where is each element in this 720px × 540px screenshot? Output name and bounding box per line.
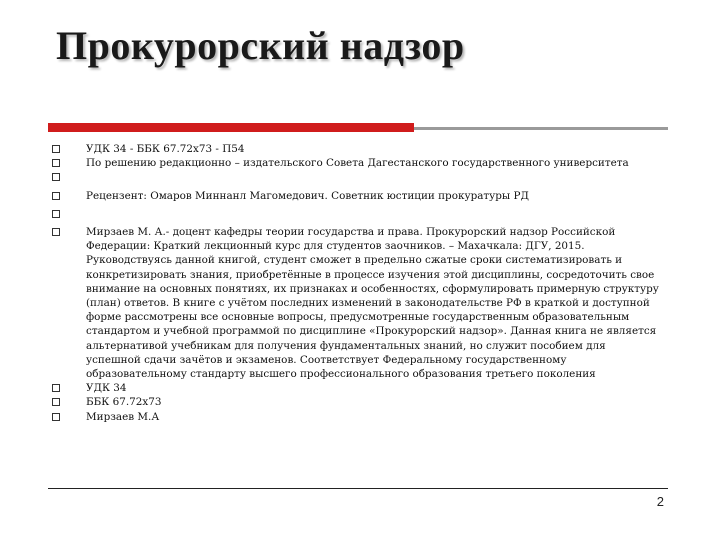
title-accent-bar [48,123,414,132]
list-item [50,142,662,156]
list-item [50,156,662,170]
list-item [50,410,662,424]
square-bullet-icon [52,210,60,218]
list-item [50,189,662,203]
list-item-text: По решению редакционно – издательского Совета Дагестанского государственного университета [86,157,629,170]
list-item [50,395,662,409]
list-item-text: Рецензент: Омаров Миннанл Магомедович. Советник юстиции прокуратуры РД [86,189,529,202]
list-item-text: УДК 34 [86,382,127,395]
content-list [50,142,662,424]
square-bullet-icon [52,413,60,421]
footer-divider [48,488,668,489]
square-bullet-icon [52,173,60,181]
square-bullet-icon [52,228,60,236]
list-item-text: ББК 67.72х73 [86,396,162,409]
list-item [50,170,662,184]
slide-title: Прокурорский надзор [56,23,465,68]
list-item-text: Мирзаев М. А.- доцент кафедры теории государства и права. Прокурорский надзор Российской Федерации: Краткий лекционный курс для студентов заочников. – Махачкала: ДГУ, 2015. Руководствуясь данной книгой, студент сможет в предельно сжатые сроки систематизировать и конкретизировать знания, приобретённые в процессе изучения этой дисциплины, сосредоточить свое внимание на основных понятиях, их признаках и особенностях, сформулировать примерную структуру (план) ответов. В книге с учётом последних изменений в законодательстве РФ в краткой и доступной форме рассмотрены все основные вопросы, предусмотренные государственным образовательным стандартом и учебной программой по дисциплине «Прокурорский надзор». Данная книга не является альтернативой учебникам для получения фундаментальных знаний, но служит пособием для успешной сдачи зачётов и экзаменов. Соответствует Федеральному государственному образовательному стандарту высшего профессионального образования третьего поколения [86,225,659,381]
square-bullet-icon [52,398,60,406]
square-bullet-icon [52,159,60,167]
square-bullet-icon [52,384,60,392]
list-item [50,207,662,221]
list-item-text: Мирзаев М.А [86,410,160,423]
page-number: 2 [656,494,664,509]
list-item-text: УДК 34 - ББК 67.72х73 - П54 [86,143,245,155]
list-item [50,225,662,381]
square-bullet-icon [52,145,60,153]
list-item [50,381,662,395]
square-bullet-icon [52,192,60,200]
